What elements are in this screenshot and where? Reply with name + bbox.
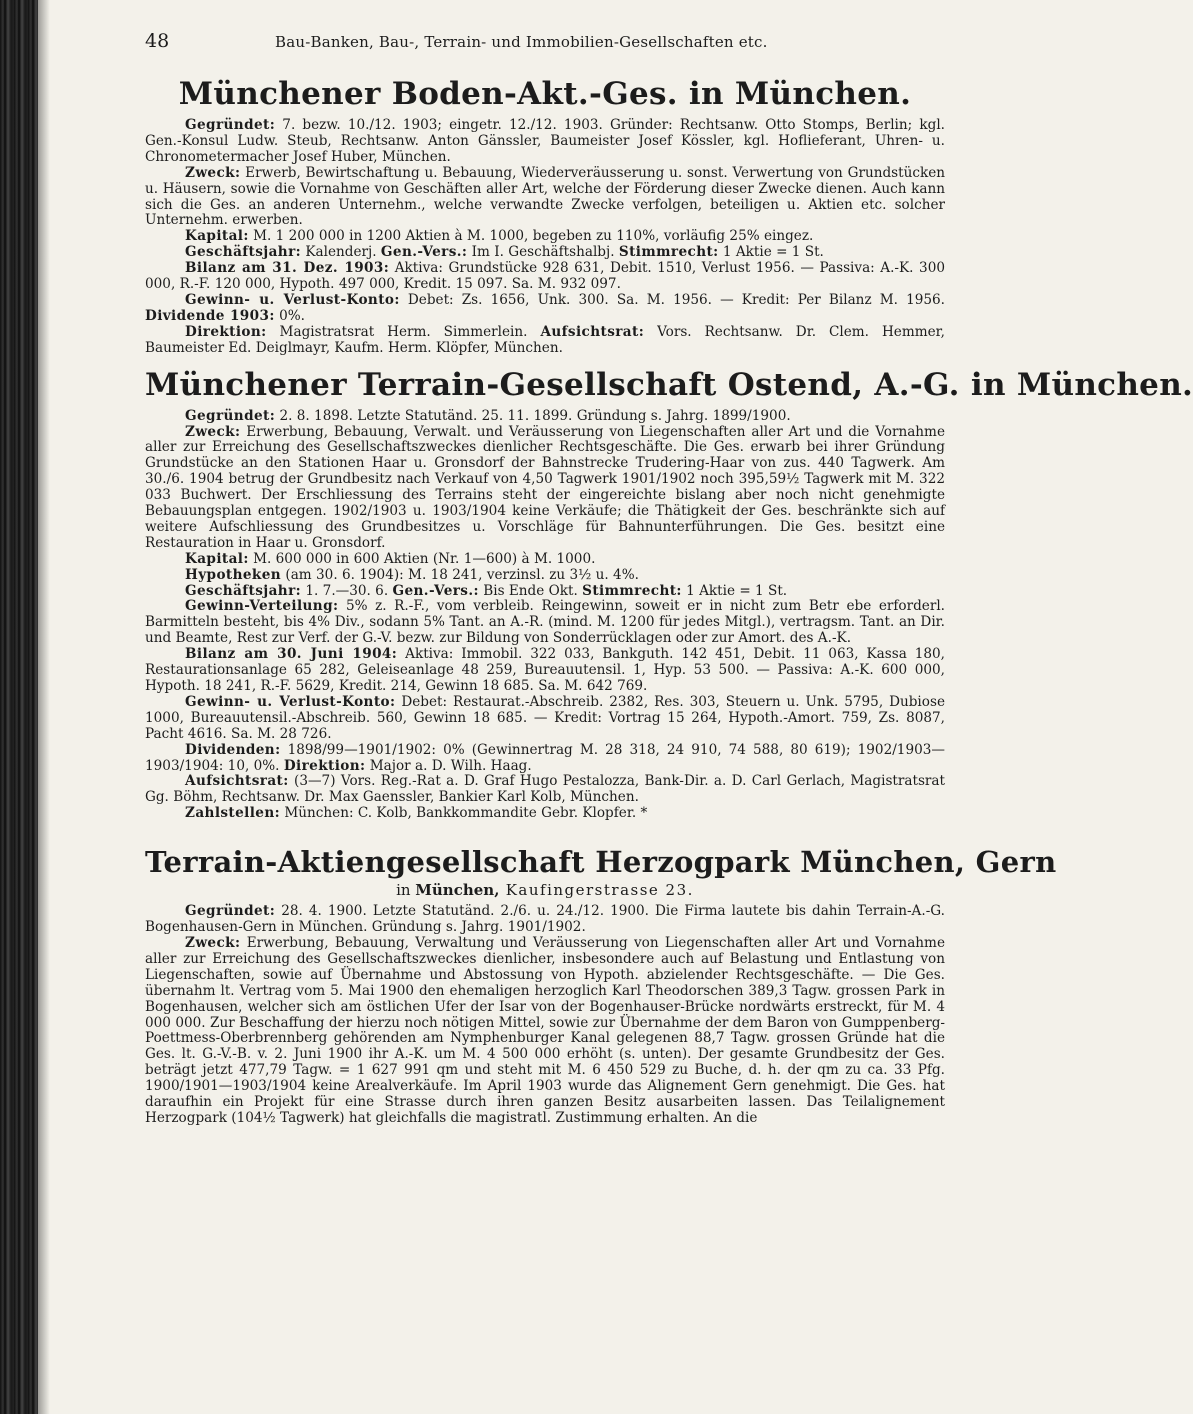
entry-label: Stimmrecht: (618, 244, 719, 261)
running-head (145, 30, 945, 66)
entry-label: Gegründet: (185, 407, 276, 424)
entry-text: Debet: Zs. 1656, Unk. 300. Sa. M. 1956. — Kredit: Per Bilanz M. 1956. (399, 291, 945, 308)
entry-paragraph (145, 552, 945, 568)
entry-paragraph (145, 409, 945, 425)
entry-text: M. 600 000 in 600 Aktien (Nr. 1—600) à M. 1000. (248, 550, 596, 567)
entry-text: Vors. Rechtsanw. Dr. Clem. Hemmer, Baumeister Ed. Deiglmayr, Kaufm. Herm. Klöpfer, München. (145, 323, 945, 356)
company-section-boden (145, 76, 945, 357)
entry-text: Magistratsrat Herm. Simmerlein. (266, 323, 541, 340)
entry-label: Gen.-Vers.: (380, 244, 468, 261)
entry-label: Dividenden: (185, 741, 281, 758)
entry-label: Zahlstellen: (185, 805, 281, 822)
book-page (145, 30, 1193, 1127)
company-section-herzogpark (145, 844, 1057, 1127)
entry-label: Bilanz am 31. Dez. 1903: (185, 260, 390, 277)
entry-paragraph (145, 743, 945, 775)
company-title: Münchener Boden-Akt.-Ges. in München. (178, 76, 912, 112)
entry-text: Erwerbung, Bebauung, Verwaltung und Veräusserung von Liegenschaften aller Art und Vornahme aller zur Erreichung des Gesellschaftszweckes dienlicher, insbesondere auch auf Belastung und Entlastung von Liegenschaften, sowie auf Übernahme und Abstossung von Hypoth. abzielender Rechtsgeschäfte. — Die Ges. übernahm lt. Vertrag vom 5. Mai 1900 den ehemaligen herzoglich Karl Theodorschen 389,3 Tagw. grossen Park in Bogenhausen, welcher sich am östlichen Ufer der Isar von der Bogenhauser-Brücke nordwärts erstreckt, für M. 4 000 000. Zur Beschaffung der hierzu noch nötigen Mittel, sowie zur Übernahme der dem Baron von Gumppenberg-Poettmess-Oberbrennberg gehörenden am Nymphenburger Kanal gelegenen 88,7 Tagw. grossen Gründe hat die Ges. lt. G.-V.-B. v. 2. Juni 1900 ihr A.-K. um M. 4 500 000 erhöht (s. unten). Der gesamte Grundbesitz der Ges. beträgt jetzt 477,79 Tagw. = 1 627 991 qm und steht mit M. 6 450 529 zu Buche, d. h. der qm zu ca. 33 Pfg. 1900/1901—1903/1904 keine Arealverkäufe. Im April 1903 wurde das Alignement Gern genehmigt. Die Ges. hat daraufhin ein Projekt für eine Strasse durch ihren ganzen Besitz ausarbeiten lassen. Das Teilalignement Herzogpark (104½ Tagwerk) hat gleichfalls die magistratl. Zustimmung erhalten. An die (145, 934, 945, 1126)
entry-label: Hypotheken (185, 566, 282, 583)
book-spine (0, 0, 38, 1414)
entry-text: Kalenderj. (301, 244, 381, 261)
entry-label: Direktion: (283, 757, 366, 774)
entry-text: 1 Aktie = 1 St. (681, 582, 788, 599)
entry-text: Im I. Geschäftshalbj. (467, 244, 619, 261)
company-section-ostend (145, 366, 1193, 823)
company-title: Münchener Terrain-Gesellschaft Ostend, A.-G. in München. (145, 366, 1193, 403)
entry-text: 1898/99—1901/1902: 0% (Gewinnertrag M. 28 318, 24 910, 74 588, 80 619); 1902/1903—1903/1904: 10, 0%. (145, 741, 945, 774)
entry-text: M. 1 200 000 in 1200 Aktien à M. 1000, begeben zu 110%, vorläufig 25% eingez. (248, 228, 814, 245)
entry-label: Aufsichtsrat: (185, 773, 289, 790)
entry-paragraph (145, 599, 945, 647)
entry-text: 7. bezw. 10./12. 1903; eingetr. 12./12. 1903. Gründer: Rechtsanw. Otto Stomps, Berlin; kgl. Gen.-Konsul Ludw. Steub, Rechtsanw. Anton Gänssler, Baumeister Josef Kössler, kgl. Hoflieferant, Uhren- u. Chronometermacher Josef Huber, München. (145, 117, 945, 165)
entry-paragraph (145, 774, 945, 806)
address-street: Kaufingerstrasse 23. (499, 881, 694, 900)
entry-label: Kapital: (185, 228, 249, 245)
entry-label: Gegründet: (185, 903, 276, 920)
entry-text: (am 30. 6. 1904): M. 18 241, verzinsl. zu 3½ u. 4%. (281, 566, 639, 583)
entry-text: Aktiva: Immobil. 322 033, Bankguth. 142 451, Debit. 11 063, Kassa 180, Restaurationsanlage 65 282, Geleiseanlage 48 259, Bureauutensil. 1, Hyp. 53 500. — Passiva: A.-K. 600 000, Hypoth. 18 241, R.-F. 5629, Kredit. 214, Gewinn 18 685. Sa. M. 642 769. (145, 646, 945, 694)
entry-label: Zweck: (185, 164, 241, 181)
entry-label: Gewinn-Verteilung: (185, 598, 339, 615)
entry-text: Bis Ende Okt. (478, 582, 583, 599)
entry-paragraph (145, 806, 945, 822)
entry-label: Zweck: (185, 423, 241, 440)
entry-text: Debet: Restaurat.-Abschreib. 2382, Res. 303, Steuern u. Unk. 5795, Dubiose 1000, Bureauutensil.-Abschreib. 560, Gewinn 18 685. — Kredit: Vortrag 15 264, Hypoth.-Amort. 759, Zs. 8087, Pacht 4616. Sa. M. 28 726. (145, 693, 945, 742)
entry-paragraph (145, 904, 945, 936)
entry-paragraph (145, 695, 945, 743)
entry-paragraph (145, 647, 945, 695)
entry-paragraph (145, 568, 945, 584)
entry-label: Zweck: (185, 934, 241, 951)
company-address (145, 880, 945, 900)
entry-paragraph (145, 166, 945, 230)
entry-label: Direktion: (185, 323, 267, 340)
entry-label: Bilanz am 30. Juni 1904: (185, 646, 398, 663)
entry-text: 2. 8. 1898. Letzte Statutänd. 25. 11. 1899. Gründung s. Jahrg. 1899/1900. (275, 407, 791, 424)
entry-paragraph (145, 229, 945, 245)
entry-label: Geschäftsjahr: (185, 244, 302, 261)
entry-paragraph (145, 936, 945, 1127)
entry-text: 0%. (274, 307, 306, 324)
entry-paragraph (145, 245, 945, 261)
entry-label: Gen.-Vers.: (392, 582, 479, 599)
entry-label: Geschäftsjahr: (185, 582, 302, 599)
address-city: München, (415, 881, 500, 900)
entry-text: 1 Aktie = 1 St. (718, 244, 824, 261)
entry-label: Gewinn- u. Verlust-Konto: (185, 693, 396, 710)
entry-paragraph (145, 325, 945, 357)
entry-label: Stimmrecht: (582, 582, 682, 599)
entry-text: Erwerbung, Bebauung, Verwalt. und Veräusserung von Liegenschaften aller Art und die Vornahme aller zur Erreichung des Gesellschaftszweckes dienlicher Rechtsgeschäfte. Die Ges. erwarb bei ihrer Gründung Grundstücke an den Stationen Haar u. Gronsdorf der Bahnstrecke Trudering-Haar von zus. 440 Tagwerk. Am 30./6. 1904 betrug der Grundbesitz nach Verkauf von 4,50 Tagwerk 1901/1902 noch 395,59½ Tagwerk mit M. 322 033 Buchwert. Der Erschliessung des Terrains steht der eingereichte bislang aber noch nicht genehmigte Bebauungsplan entgegen. 1902/1903 u. 1903/1904 keine Verkäufe; die Thätigkeit der Ges. beschränkte sich auf weitere Aufschliessung des Grundbesitzes u. Vorschläge für Bahnunterführungen. Die Ges. besitzt eine Restauration in Haar u. Gronsdorf. (145, 423, 945, 551)
entry-text: (3—7) Vors. Reg.-Rat a. D. Graf Hugo Pestalozza, Bank-Dir. a. D. Carl Gerlach, Magistratsrat Gg. Böhm, Rechtsanw. Dr. Max Gaenssler, Bankier Karl Kolb, München. (145, 773, 945, 806)
entry-paragraph (145, 261, 945, 293)
entry-text: München: C. Kolb, Bankkommandite Gebr. Klopfer. * (280, 805, 648, 822)
page-number: 48 (145, 30, 170, 52)
entry-paragraph (145, 293, 945, 325)
entry-paragraph (145, 584, 945, 600)
entry-label: Gewinn- u. Verlust-Konto: (185, 291, 400, 308)
entry-paragraph (145, 425, 945, 552)
entry-paragraph (145, 118, 945, 166)
entry-text: Erwerb, Bewirtschaftung u. Bebauung, Wiederveräusserung u. sonst. Verwertung von Grundstücken u. Häusern, sowie die Vornahme von Geschäften aller Art, welche der Förderung dieser Zwecke dienen. Auch kann sich die Ges. an anderen Unternehm., welche verwandte Zwecke verfolgen, beteiligen u. Aktien etc. solcher Unternehm. erwerben. (145, 164, 945, 229)
entry-text: Major a. D. Wilh. Haag. (365, 757, 532, 774)
entry-text: Aktiva: Grundstücke 928 631, Debit. 1510, Verlust 1956. — Passiva: A.-K. 300 000, R.-F. 120 000, Hypoth. 497 000, Kredit. 15 097. Sa. M. 932 097. (145, 260, 945, 293)
running-title: Bau-Banken, Bau-, Terrain- und Immobilien-Gesellschaften etc. (275, 33, 768, 51)
entry-label: Aufsichtsrat: (540, 323, 645, 340)
entry-label: Dividende 1903: (145, 307, 275, 324)
entry-label: Gegründet: (185, 117, 276, 133)
entry-text: 28. 4. 1900. Letzte Statutänd. 2./6. u. 24./12. 1900. Die Firma lautete bis dahin Terrain-A.-G. Bogenhausen-Gern in München. Gründung s. Jahrg. 1901/1902. (145, 903, 945, 936)
entry-text: 1. 7.—30. 6. (301, 582, 393, 599)
company-title: Terrain-Aktiengesellschaft Herzogpark München, Gern (145, 845, 1057, 880)
entry-label: Kapital: (185, 550, 249, 567)
entry-text: 5% z. R.-F., vom verbleib. Reingewinn, soweit er in nicht zum Betr ebe erforderl. Barmitteln besteht, bis 4% Div., sodann 5% Tant. an A.-R. (mind. M. 1200 für jedes Mitgl.), vertragsm. Tant. an Dir. und Beamte, Rest zur Verf. der G.-V. bezw. zur Bildung von Sonderrücklagen oder zur Amort. des A.-K. (145, 598, 945, 647)
address-prefix: in (396, 881, 416, 900)
